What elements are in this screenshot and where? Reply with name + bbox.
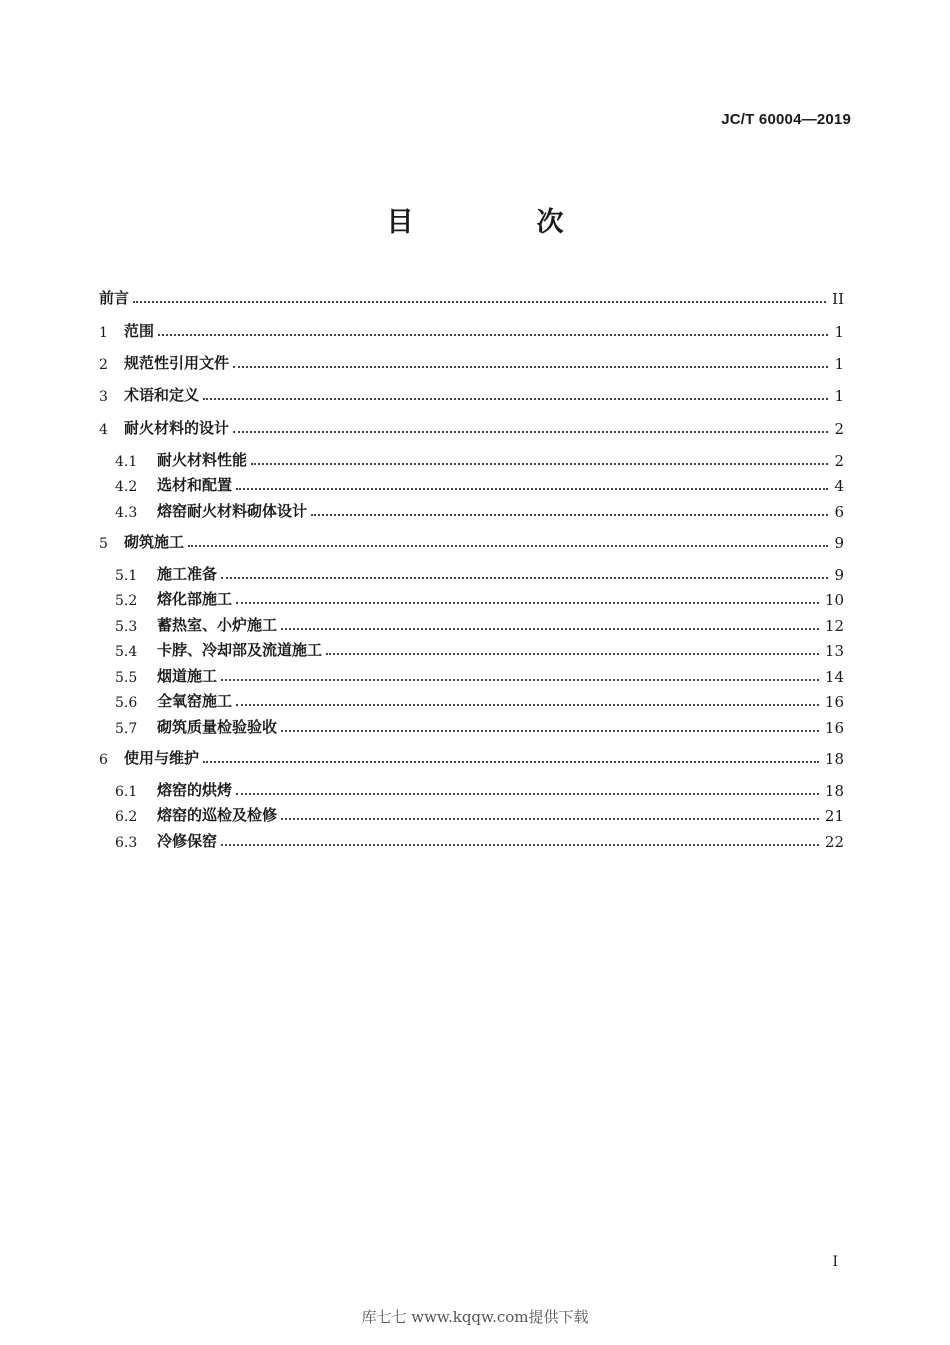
watermark-text: 库七七 www.kqqw.com提供下载 [361,1308,589,1326]
toc-entry[interactable] [115,687,844,711]
toc-entry-number: 5.5 [115,670,138,686]
toc-entry-page: 18 [824,782,844,800]
toc-entry-number: 5 [99,536,108,552]
toc-entry[interactable] [115,446,844,470]
toc-entry-title: 烟道施工 [157,667,218,685]
page-title: 目 次 [386,207,612,238]
toc-entry[interactable] [99,381,844,405]
toc-entry-number: 4 [99,422,108,438]
toc-entry-title: 施工准备 [157,565,218,583]
toc-entry-number: 5.7 [115,721,138,737]
toc-entry-number: 1 [99,325,108,341]
toc-dot-leader [281,730,819,732]
toc-entry-number: 5.4 [115,644,138,660]
toc-entry-title: 范围 [124,322,155,340]
toc-dot-leader [281,818,819,820]
toc-entry[interactable] [115,662,844,686]
toc-entry-number: 2 [99,357,108,373]
toc-entry-number: 4.3 [115,505,138,521]
toc-entry-number: 4.2 [115,479,138,495]
toc-entry-title: 前言 [99,289,130,307]
toc-entry-number: 6.3 [115,835,138,851]
toc-entry-page: 1 [834,323,844,341]
toc-entry-title: 规范性引用文件 [124,354,230,372]
toc-entry-page: 2 [834,420,844,438]
toc-entry-page: 16 [824,693,844,711]
toc-entry-page: 18 [824,750,844,768]
toc-entry[interactable] [99,317,844,341]
toc-entry-title: 耐火材料性能 [157,451,248,469]
toc-entry-title: 卡脖、冷却部及流道施工 [157,641,323,659]
toc-entry-title: 选材和配置 [157,476,233,494]
toc-entry-page: 4 [834,477,844,495]
toc-entry[interactable] [115,585,844,609]
toc-entry-number: 5.3 [115,619,138,635]
toc-entry-page: 6 [834,503,844,521]
toc-entry[interactable] [99,284,844,308]
toc-entry-number: 4.1 [115,454,138,470]
toc-dot-leader [203,398,828,400]
toc-entry-title: 熔窑的烘烤 [157,781,233,799]
toc-entry-number: 5.2 [115,593,138,609]
toc-dot-leader [188,545,828,547]
toc-entry-title: 熔窑耐火材料砌体设计 [157,502,308,520]
toc-entry[interactable] [115,801,844,825]
toc-dot-leader [233,431,828,433]
toc-entry-number: 6.2 [115,809,138,825]
toc-dot-leader [326,653,819,655]
toc-entry[interactable] [115,611,844,635]
page-number: I [832,1254,838,1270]
toc-entry-page: 9 [834,534,844,552]
toc-dot-leader [236,488,828,490]
toc-entry-page: 22 [824,833,844,851]
toc-entry-title: 熔化部施工 [157,590,233,608]
toc-entry-page: 21 [824,807,844,825]
toc-entry-page: II [832,290,844,308]
toc-dot-leader [236,793,819,795]
toc-entry-number: 6.1 [115,784,138,800]
toc-entry-page: 12 [824,617,844,635]
toc-entry-page: 1 [834,387,844,405]
toc-entry-title: 冷修保窑 [157,832,218,850]
toc-entry-page: 2 [834,452,844,470]
toc-entry-page: 13 [824,642,844,660]
toc-dot-leader [158,334,828,336]
toc-entry[interactable] [99,349,844,373]
standard-code: JC/T 60004—2019 [721,111,851,128]
toc-entry-title: 砌筑质量检验验收 [157,718,278,736]
toc-entry-title: 蓄热室、小炉施工 [157,616,278,634]
toc-dot-leader [221,679,819,681]
toc-entry-title: 术语和定义 [124,386,200,404]
toc-entry[interactable] [99,528,844,552]
toc-entry[interactable] [99,414,844,438]
toc-entry[interactable] [115,471,844,495]
toc-entry-page: 16 [824,719,844,737]
toc-dot-leader [233,366,828,368]
toc-entry-number: 5.6 [115,695,138,711]
toc-dot-leader [311,514,828,516]
toc-entry-title: 耐火材料的设计 [124,419,230,437]
toc-entry[interactable] [115,713,844,737]
toc-entry-title: 全氧窑施工 [157,692,233,710]
toc-entry-page: 1 [834,355,844,373]
toc-dot-leader [281,628,819,630]
toc-dot-leader [221,577,828,579]
toc-dot-leader [203,761,819,763]
toc-entry-number: 5.1 [115,568,138,584]
toc-entry[interactable] [115,560,844,584]
toc-entry-title: 使用与维护 [124,749,200,767]
toc-entry-page: 10 [824,591,844,609]
toc-entry[interactable] [115,636,844,660]
toc-entry[interactable] [115,497,844,521]
toc-entry-title: 熔窑的巡检及检修 [157,806,278,824]
toc-entry-number: 6 [99,752,108,768]
toc-dot-leader [221,844,819,846]
toc-entry-page: 9 [834,566,844,584]
toc-entry-number: 3 [99,389,108,405]
toc-entry[interactable] [115,827,844,851]
toc-entry-title: 砌筑施工 [124,533,185,551]
toc-dot-leader [133,301,826,303]
toc-dot-leader [251,463,828,465]
toc-entry-page: 14 [824,668,844,686]
toc-dot-leader [236,704,819,706]
toc-dot-leader [236,602,819,604]
toc-entry[interactable] [115,776,844,800]
toc-entry[interactable] [99,744,844,768]
